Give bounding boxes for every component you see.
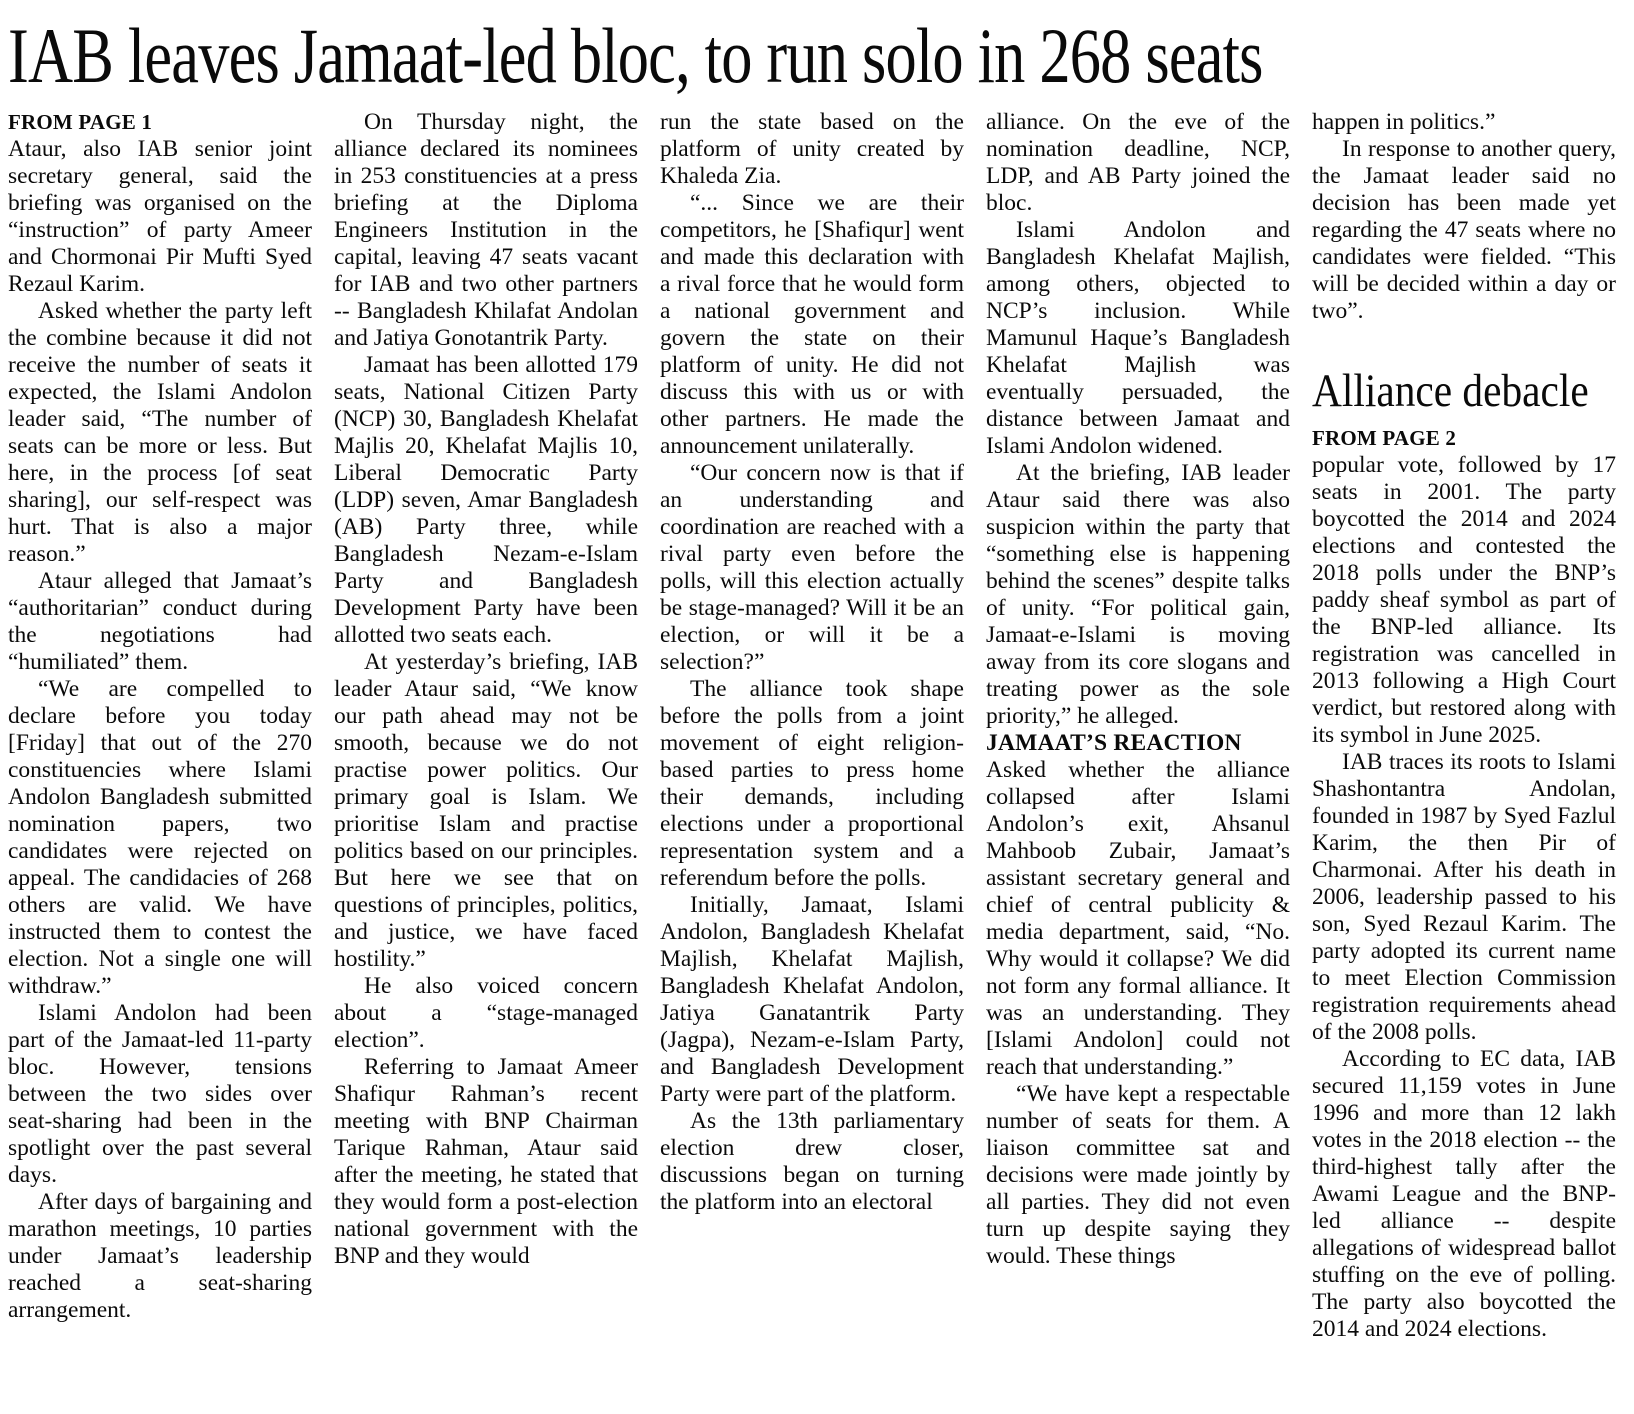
column-5 [1312, 109, 1616, 1401]
paragraph: Islami Andolon and Bangladesh Khelafat Majlish, among others, objected to NCP’s inclusion. While Mamunul Haque’s Bangladesh Khelafat Majlish was eventually persuaded, the distance between Jamaat and Islami Andolon widened. [986, 217, 1290, 460]
article1-headline-text: IAB leaves Jamaat-led bloc, to run solo in 268 seats [8, 12, 1263, 99]
paragraph: Asked whether the party left the combine because it did not receive the number of seats it expected, the Islami Andolon leader said, “The number of seats can be more or less. But here, in the process [of seat sharing], our self-respect was hurt. That is also a major reason.” [8, 298, 312, 568]
paragraph: Ataur, also IAB senior joint secretary general, said the briefing was organised on the “instruction” of party Ameer and Chormonai Pir Mufti Syed Rezaul Karim. [8, 136, 312, 298]
paragraph-continuation: alliance. On the eve of the nomination deadline, NCP, LDP, and AB Party joined the bloc. [986, 109, 1290, 217]
column-4 [986, 109, 1290, 1401]
paragraph: “We are compelled to declare before you today [Friday] that out of the 270 constituencies where Islami Andolon Bangladesh submitted nomination papers, two candidates were rejected on appeal. The candidacies of 268 others are valid. We have instructed them to contest the election. Not a single one will withdraw.” [8, 676, 312, 1000]
from-page-1-kicker: FROM PAGE 1 [8, 110, 153, 135]
paragraph: Referring to Jamaat Ameer Shafiqur Rahman’s recent meeting with BNP Chairman Tarique Rahman, Ataur said after the meeting, he stated that they would form a post-election national government with the BNP and they would [334, 1054, 638, 1270]
paragraph: He also voiced concern about a “stage-managed election”. [334, 973, 638, 1054]
paragraph: On Thursday night, the alliance declared its nominees in 253 constituencies at a press briefing at the Diploma Engineers Institution in the capital, leaving 47 seats vacant for IAB and two other partners -- Bangladesh Khilafat Andolan and Jatiya Gonotantrik Party. [334, 109, 638, 352]
paragraph: As the 13th parliamentary election drew closer, discussions began on turning the platform into an electoral [660, 1108, 964, 1216]
paragraph: At yesterday’s briefing, IAB leader Ataur said, “We know our path ahead may not be smooth, because we do not practise power politics. Our primary goal is Islam. We prioritise Islam and practise politics based on our principles. But here we see that on questions of principles, politics, and justice, we have faced hostility.” [334, 649, 638, 973]
paragraph: According to EC data, IAB secured 11,159 votes in June 1996 and more than 12 lakh votes in the 2018 election -- the third-highest tally after the Awami League and the BNP-led alliance -- despite allegations of widespread ballot stuffing on the eve of polling. The party also boycotted the 2014 and 2024 elections. [1312, 1045, 1616, 1342]
paragraph: Ataur alleged that Jamaat’s “authoritarian” conduct during the negotiations had “humiliated” them. [8, 568, 312, 676]
paragraph: After days of bargaining and marathon meetings, 10 parties under Jamaat’s leadership reached a seat-sharing arrangement. [8, 1189, 312, 1324]
paragraph: IAB traces its roots to Islami Shashontantra Andolan, founded in 1987 by Syed Fazlul Karim, the then Pir of Charmonai. After his death in 2006, leadership passed to his son, Syed Rezaul Karim. The party adopted its current name to meet Election Commission registration requirements ahead of the 2008 polls. [1312, 748, 1616, 1045]
paragraph: Asked whether the alliance collapsed after Islami Andolon’s exit, Ahsanul Mahboob Zubair, Jamaat’s assistant secretary general and chief of central publicity & media department, said, “No. Why would it collapse? We did not form any formal alliance. It was an understanding. They [Islami Andolon] could not reach that understanding.” [986, 757, 1290, 1081]
article-columns [8, 109, 1624, 1401]
article2-headline [1312, 367, 1616, 416]
paragraph: “Our concern now is that if an understanding and coordination are reached with a rival party even before the polls, will this election actually be stage-managed? Will it be an election, or will it be a selection?” [660, 460, 964, 676]
paragraph: In response to another query, the Jamaat leader said no decision has been made yet regarding the 47 seats where no candidates were fielded. “This will be decided within a day or two”. [1312, 136, 1616, 325]
column-2 [334, 109, 638, 1401]
paragraph: Jamaat has been allotted 179 seats, National Citizen Party (NCP) 30, Bangladesh Khelafat Majlis 20, Khelafat Majlis 10, Liberal Democratic Party (LDP) seven, Amar Bangladesh (AB) Party three, while Bangladesh Nezam-e-Islam Party and Bangladesh Development Party have been allotted two seats each. [334, 352, 638, 649]
paragraph: Islami Andolon had been part of the Jamaat-led 11-party bloc. However, tensions between the two sides over seat-sharing had been in the spotlight over the past several days. [8, 1000, 312, 1189]
paragraph: “... Since we are their competitors, he [Shafiqur] went and made this declaration with a rival force that he would form a national government and govern the state on their platform of unity. He did not discuss this with us or with other partners. He made the announcement unilaterally. [660, 190, 964, 460]
article2-headline-text: Alliance debacle [1312, 367, 1589, 417]
paragraph: Initially, Jamaat, Islami Andolon, Bangladesh Khelafat Majlish, Khelafat Majlish, Bangladesh Khelafat Andolon, Jatiya Ganatantrik Party (Jagpa), Nezam-e-Islam Party, and Bangladesh Development Party were part of the platform. [660, 892, 964, 1108]
jamaats-reaction-subhead: JAMAAT’S REACTION [986, 730, 1242, 757]
paragraph: The alliance took shape before the polls from a joint movement of eight religion-based parties to press home their demands, including elections under a proportional representation system and a referendum before the polls. [660, 676, 964, 892]
paragraph-continuation: happen in politics.” [1312, 109, 1496, 136]
paragraph: “We have kept a respectable number of seats for them. A liaison committee sat and decisions were made jointly by all parties. They did not even turn up despite saying they would. These things [986, 1081, 1290, 1270]
article1-headline [8, 12, 1624, 99]
paragraph-continuation: run the state based on the platform of unity created by Khaleda Zia. [660, 109, 964, 190]
from-page-2-kicker: FROM PAGE 2 [1312, 425, 1457, 450]
paragraph-continuation: popular vote, followed by 17 seats in 2001. The party boycotted the 2014 and 2024 elections and contested the 2018 polls under the BNP’s paddy sheaf symbol as part of the BNP-led alliance. Its registration was cancelled in 2013 following a High Court verdict, but restored along with its symbol in June 2025. [1312, 451, 1616, 748]
column-1 [8, 109, 312, 1401]
paragraph: At the briefing, IAB leader Ataur said there was also suspicion within the party that “something else is happening behind the scenes” despite talks of unity. “For political gain, Jamaat-e-Islami is moving away from its core slogans and treating power as the sole priority,” he alleged. [986, 460, 1290, 730]
column-3 [660, 109, 964, 1401]
